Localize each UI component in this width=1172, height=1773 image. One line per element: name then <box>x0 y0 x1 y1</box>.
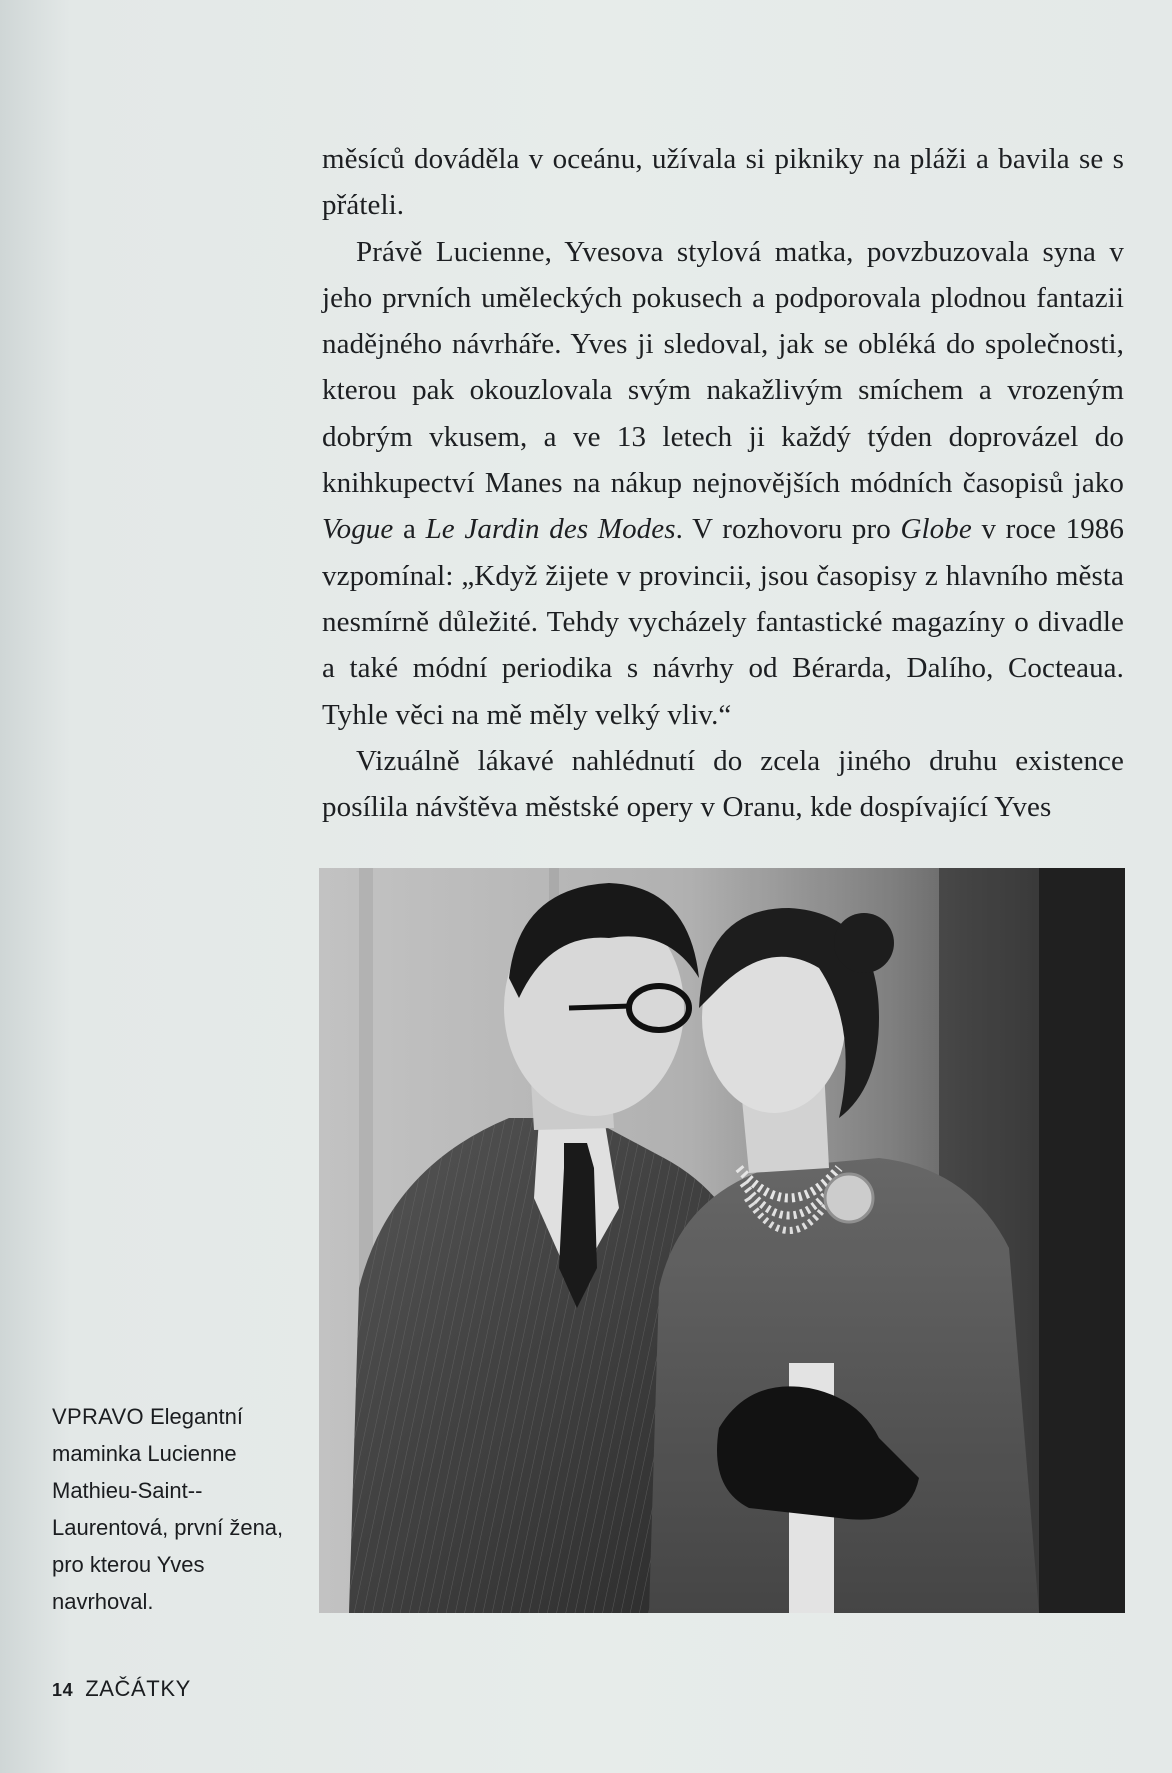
paragraph-2-text-1: Právě Lucienne, Yvesova stylová matka, povzbuzovala syna v jeho prvních uměleckých pokusech a podporovala plodnou fantazii nadějného návrháře. Yves ji sledoval, jak se obléká do společnosti, kterou pak okouzlovala svým nakažlivým smíchem a vrozeným dobrým vkusem, a ve 13 letech ji každý týden doprovázel do knihkupectví Manes na nákup nejnovějších módních časopisů jako <box>322 235 1124 500</box>
photo-caption <box>52 1398 292 1620</box>
photo-yves-and-mother <box>319 868 1125 1613</box>
caption-text: Elegantní maminka Lucienne Mathieu-Saint--Laurentová, první žena, pro kterou Yves navrhoval. <box>52 1404 284 1614</box>
paragraph-3-text: Vizuálně lákavé nahlédnutí do zcela jiného druhu existence posílila návštěva městské opery v Oranu, kde dospívající Yves <box>322 744 1124 824</box>
paragraph-2-text-4: v roce 1986 vzpomínal: „Když žijete v provincii, jsou časopisy z hlavního města nesmírně důležité. Tehdy vycházely fantastické magazíny o divadle a také módní periodika s návrhy od Bérarda, Dalího, Cocteaua. Tyhle věci na mě měly velký vliv.“ <box>322 513 1124 731</box>
body-text <box>322 136 1124 830</box>
paragraph-2-text-2: a <box>393 513 426 546</box>
page-footer <box>52 1676 191 1702</box>
photo-illustration <box>319 868 1125 1613</box>
paragraph-1 <box>322 136 1124 229</box>
paragraph-2 <box>322 229 1124 738</box>
paragraph-1-text: měsíců dováděla v oceánu, užívala si pikniky na pláži a bavila se s přáteli. <box>322 143 1124 222</box>
page-number: 14 <box>52 1680 74 1700</box>
caption-direction: VPRAVO <box>52 1404 144 1429</box>
paragraph-3 <box>322 738 1124 831</box>
magazine-title-vogue: Vogue <box>322 513 394 546</box>
newspaper-title-globe: Globe <box>900 513 972 546</box>
section-title: ZAČÁTKY <box>85 1676 191 1701</box>
paragraph-2-text-3: . V rozhovoru pro <box>675 513 901 546</box>
magazine-title-jardin: Le Jardin des Modes <box>425 513 676 546</box>
